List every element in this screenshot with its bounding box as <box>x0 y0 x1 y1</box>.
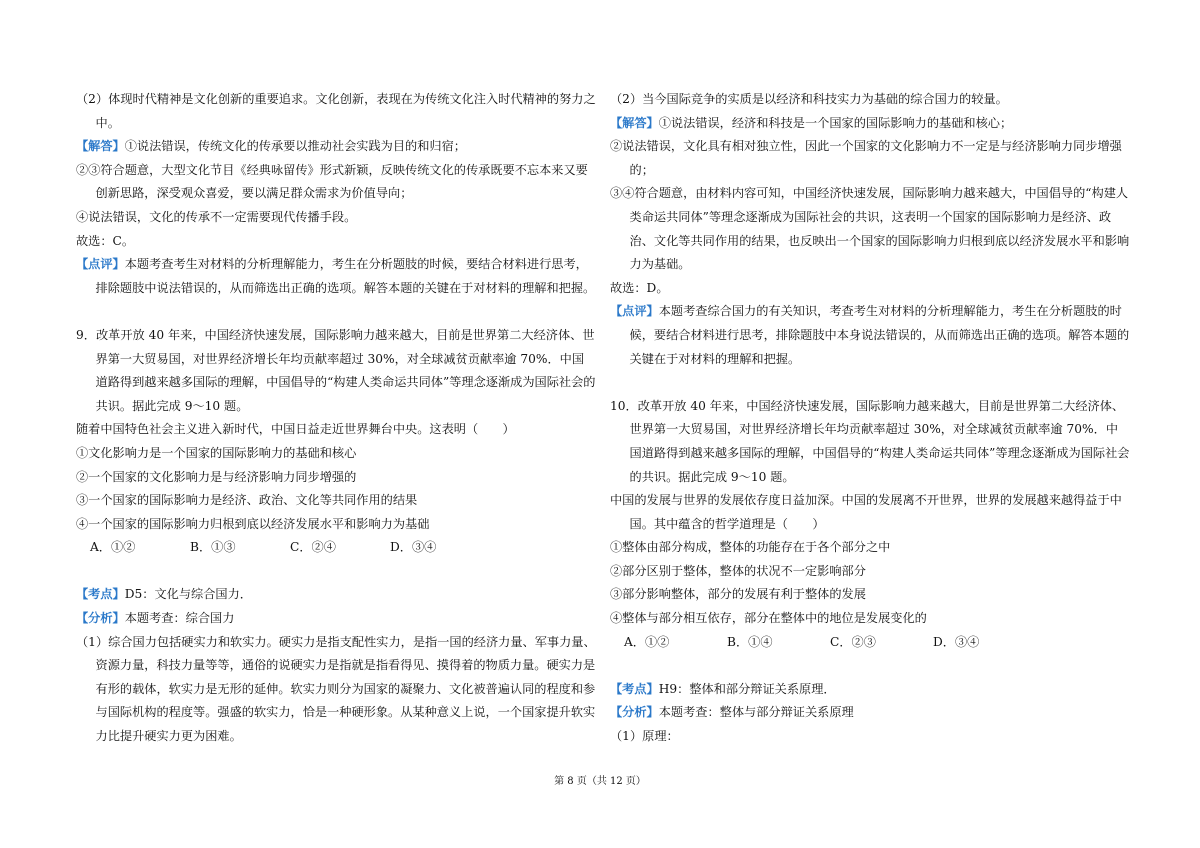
option-d: D．③④ <box>390 540 437 555</box>
analysis-tag: 【分析】 <box>76 611 125 626</box>
text-paragraph: ②③符合题意，大型文化节目《经典咏留传》形式新颖，反映传统文化的传承既要不忘本来又要创新思路，深受观众喜爱，要以满足群众需求为价值导向； <box>76 162 588 201</box>
statement-3: ③部分影响整体，部分的发展有利于整体的发展 <box>610 587 866 602</box>
right-column <box>610 88 1130 749</box>
option-c: C．②④ <box>290 540 336 555</box>
answer-paragraph: 【解答】①说法错误，经济和科技是一个国家的国际影响力的基础和核心； <box>610 115 1013 130</box>
page-footer: 第 8 页（共 12 页） <box>554 776 646 787</box>
analysis-paragraph: （1）原理： <box>610 729 679 744</box>
choice-line: 故选：C。 <box>76 233 135 248</box>
comment-paragraph: 【点评】本题考查综合国力的有关知识，考查考生对材料的分析理解能力，考生在分析题肢的时候，要结合材料进行思考，排除题肢中本身说法错误的，从而筛选出正确的选项。解答本题的关键在于对材料的理解和把握。 <box>610 304 1130 366</box>
text-paragraph: （2）体现时代精神是文化创新的重要追求。文化创新，表现在为传统文化注入时代精神的努力之中。 <box>76 92 596 130</box>
statement-4: ④整体与部分相互依存，部分在整体中的地位是发展变化的 <box>610 611 927 626</box>
option-c: C．②③ <box>830 634 876 649</box>
question-stem: 中国的发展与世界的发展依存度日益加深。中国的发展离不开世界，世界的发展越来越得益于中国。其中蕴含的哲学道理是（ ） <box>610 493 1122 531</box>
answer-paragraph: 【解答】①说法错误，传统文化的传承要以推动社会实践为目的和归宿； <box>76 139 466 154</box>
statement-2: ②部分区别于整体，整体的状况不一定影响部分 <box>610 563 866 578</box>
question-stem: 随着中国特色社会主义进入新时代，中国日益走近世界舞台中央。这表明（ ） <box>76 422 515 437</box>
text-paragraph: ④说法错误，文化的传承不一定需要现代传播手段。 <box>76 209 357 224</box>
statement-3: ③一个国家的国际影响力是经济、政治、文化等共同作用的结果 <box>76 493 418 508</box>
analysis-paragraph: （1）综合国力包括硬实力和软实力。硬实力是指支配性实力，是指一国的经济力量、军事力量、资源力量，科技力量等等，通俗的说硬实力是指就是指看得见、摸得着的物质力量。硬实力是有形的载体，软实力是无形的延伸。软实力则分为国家的凝聚力、文化被普遍认同的程度和参与国际机构的程度等。强盛的软实力，恰是一种硬形象。从某种意义上说，一个国家提升软实力比提升硬实力更为困难。 <box>76 634 596 744</box>
question-9: 9．改革开放 40 年来，中国经济快速发展，国际影响力越来越大，目前是世界第二大经济体、世界第一大贸易国，对世界经济增长年均贡献率超过 30%，对全球减贫贡献率逾 70%．中国道路得到越来越多国际的理解，中国倡导的“构建人类命运共同体”等理念逐渐成为国际社会的共识。据此完成 9～10 题。 <box>76 327 596 413</box>
option-d: D．③④ <box>933 634 980 649</box>
text-paragraph: ③④符合题意，由材料内容可知，中国经济快速发展，国际影响力越来越大，中国倡导的“构建人类命运共同体”等理念逐渐成为国际社会的共识，这表明一个国家的国际影响力是经济、政治、文化等共同作用的结果，也反映出一个国家的国际影响力归根到底以经济发展水平和影响力为基础。 <box>610 186 1130 272</box>
topic-tag: 【考点】 <box>76 587 125 602</box>
analysis-tag: 【分析】 <box>610 705 659 720</box>
analysis-line: 【分析】本题考查：综合国力 <box>76 611 235 626</box>
options-row <box>610 631 1130 655</box>
analysis-line: 【分析】本题考查：整体与部分辩证关系原理 <box>610 705 854 720</box>
topic-tag: 【考点】 <box>610 681 659 696</box>
statement-4: ④一个国家的国际影响力归根到底以经济发展水平和影响力为基础 <box>76 516 430 531</box>
comment-tag: 【点评】 <box>76 257 125 272</box>
answer-tag: 【解答】 <box>76 139 125 154</box>
statement-1: ①文化影响力是一个国家的国际影响力的基础和核心 <box>76 445 357 460</box>
topic-line: 【考点】H9：整体和部分辩证关系原理． <box>610 681 836 696</box>
choice-line: 故选：D。 <box>610 280 669 295</box>
question-10: 10．改革开放 40 年来，中国经济快速发展，国际影响力越来越大，目前是世界第二大经济体、世界第一大贸易国，对世界经济增长年均贡献率超过 30%，对全球减贫贡献率逾 70%．中国道路得到越来越多国际的理解，中国倡导的“构建人类命运共同体”等理念逐渐成为国际社会的共识。据此完成 9～10 题。 <box>610 398 1130 484</box>
options-row <box>76 536 596 560</box>
left-column <box>76 88 596 749</box>
option-b: B．①③ <box>190 540 236 555</box>
text-paragraph: ②说法错误，文化具有相对独立性，因此一个国家的文化影响力不一定是与经济影响力同步增强的； <box>610 139 1122 177</box>
option-a: A．①② <box>624 634 670 649</box>
answer-tag: 【解答】 <box>610 115 659 130</box>
statement-2: ②一个国家的文化影响力是与经济影响力同步增强的 <box>76 469 357 484</box>
statement-1: ①整体由部分构成，整体的功能存在于各个部分之中 <box>610 540 891 555</box>
option-b: B．①④ <box>727 634 773 649</box>
comment-paragraph: 【点评】本题考查考生对材料的分析理解能力，考生在分析题肢的时候，要结合材料进行思考，排除题肢中说法错误的，从而筛选出正确的选项。解答本题的关键在于对材料的理解和把握。 <box>76 257 596 295</box>
text-paragraph: （2）当今国际竞争的实质是以经济和科技实力为基础的综合国力的较量。 <box>610 92 1008 106</box>
option-a: A．①② <box>90 540 136 555</box>
topic-line: 【考点】D5：文化与综合国力． <box>76 587 252 602</box>
comment-tag: 【点评】 <box>610 304 659 319</box>
